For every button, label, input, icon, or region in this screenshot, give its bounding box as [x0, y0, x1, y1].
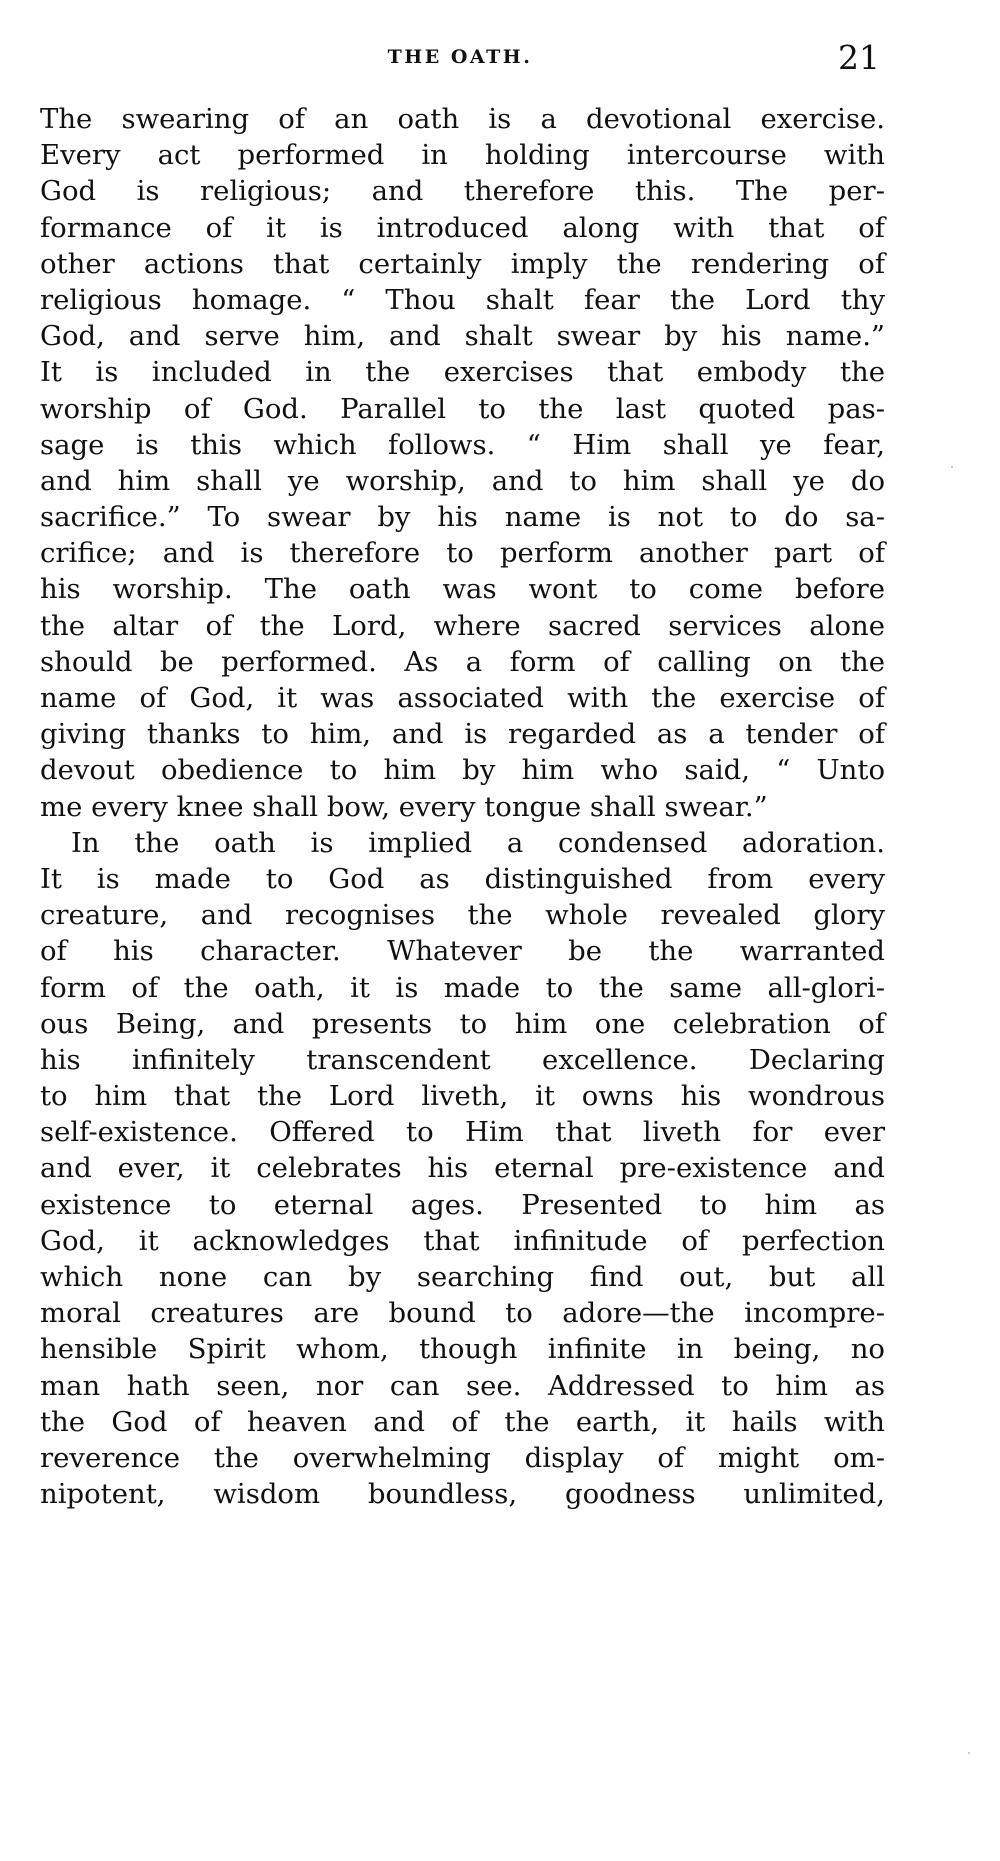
text-line: existence to eternal ages. Presented to him as [40, 1188, 885, 1221]
text-line: and him shall ye worship, and to him shall ye do [40, 464, 885, 497]
text-line: the altar of the Lord, where sacred services alone [40, 609, 885, 642]
text-line: of his character. Whatever be the warranted [40, 935, 885, 968]
text-line: giving thanks to him, and is regarded as a tender of [40, 718, 885, 751]
text-line: moral creatures are bound to adore—the incompre- [40, 1297, 885, 1330]
text-line: ous Being, and presents to him one celebration of [40, 1007, 885, 1040]
text-line: which none can by searching find out, but all [40, 1261, 885, 1293]
text-line: man hath seen, nor can see. Addressed to him as [40, 1369, 885, 1402]
text-line: nipotent, wisdom boundless, goodness unlimited, [40, 1478, 885, 1511]
text-line: worship of God. Parallel to the last quoted pas- [40, 392, 885, 425]
text-line: devout obedience to him by him who said, “ Unto [40, 754, 885, 787]
text-line: formance of it is introduced along with that of [40, 211, 885, 244]
text-line: his infinitely transcendent excellence. Declaring [40, 1043, 885, 1076]
scan-speck [951, 466, 953, 468]
text-line: to him that the Lord liveth, it owns his wondrous [40, 1080, 885, 1113]
text-line: name of God, it was associated with the exercise of [40, 682, 885, 714]
text-line: It is included in the exercises that embody the [40, 356, 885, 389]
text-line: creature, and recognises the whole revealed glory [40, 899, 885, 932]
text-line: The swearing of an oath is a devotional exercise. [40, 103, 885, 135]
text-line: sage is this which follows. “ Him shall ye fear, [40, 428, 885, 461]
text-line: religious homage. “ Thou shalt fear the Lord thy [40, 283, 885, 316]
text-line: self-existence. Offered to Him that liveth for ever [40, 1116, 885, 1149]
running-head [40, 38, 880, 78]
page-number: 21 [838, 38, 880, 77]
text-line: his worship. The oath was wont to come before [40, 573, 885, 606]
text-line: crifice; and is therefore to perform another part of [40, 537, 885, 570]
text-line: form of the oath, it is made to the same all-glori- [40, 971, 885, 1004]
text-line: the God of heaven and of the earth, it hails with [40, 1405, 885, 1438]
scan-speck [968, 1752, 970, 1754]
text-line: God is religious; and therefore this. The per- [40, 175, 885, 208]
text-line: In the oath is implied a condensed adoration. [71, 826, 885, 859]
body-text [40, 101, 885, 1512]
text-line: should be performed. As a form of calling on the [40, 645, 885, 678]
text-line: reverence the overwhelming display of might om- [40, 1441, 885, 1474]
text-line: hensible Spirit whom, though infinite in being, no [40, 1333, 885, 1366]
text-line: sacrifice.” To swear by his name is not to do sa- [40, 501, 885, 534]
text-line: me every knee shall bow, every tongue shall swear.” [40, 790, 768, 823]
text-line: Every act performed in holding intercourse with [40, 139, 885, 172]
text-line: and ever, it celebrates his eternal pre-existence and [40, 1152, 885, 1185]
text-line: other actions that certainly imply the rendering of [40, 247, 885, 280]
running-title: THE OATH. [387, 46, 533, 68]
text-line: It is made to God as distinguished from every [40, 862, 885, 895]
text-line: God, it acknowledges that infinitude of perfection [40, 1224, 885, 1257]
text-line: God, and serve him, and shalt swear by his name.” [40, 320, 885, 353]
